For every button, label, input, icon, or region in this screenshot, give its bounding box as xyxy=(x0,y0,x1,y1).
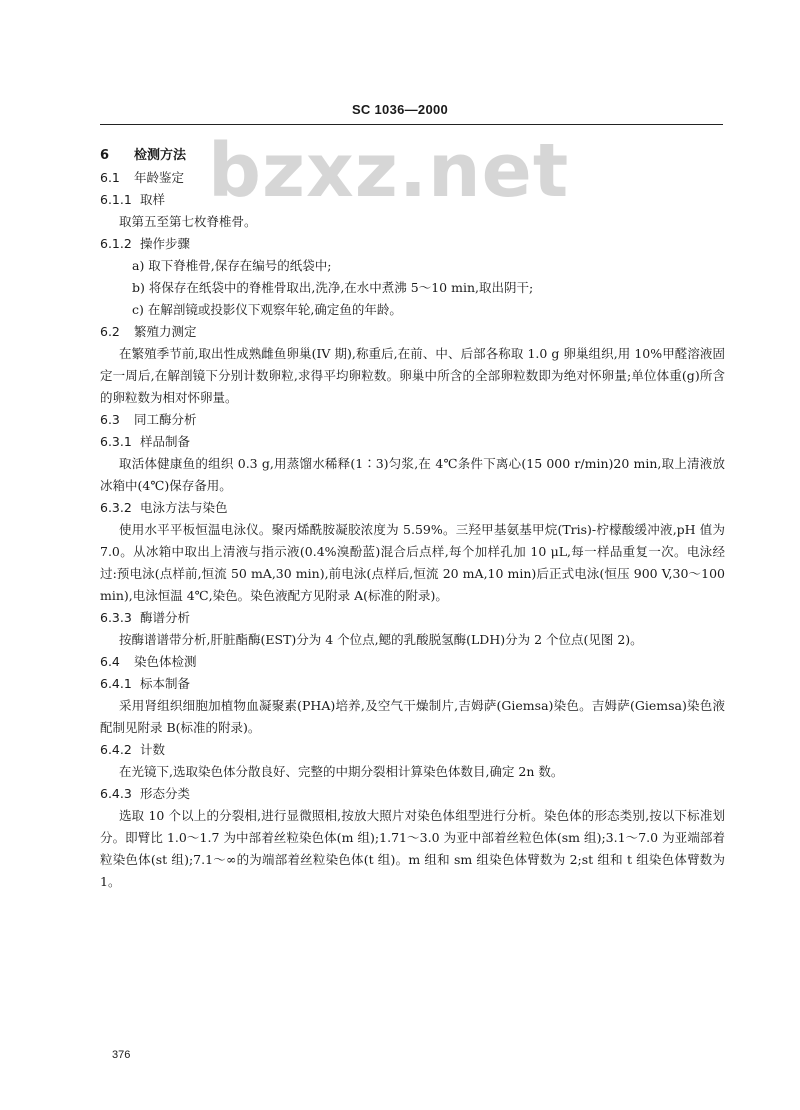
section-title: 繁殖力测定 xyxy=(134,324,197,339)
section-title: 计数 xyxy=(140,742,166,757)
section-number: 6.4.3 xyxy=(100,786,132,801)
section-heading xyxy=(100,651,725,673)
section-number: 6.1.1 xyxy=(100,192,132,207)
section-number: 6.2 xyxy=(100,324,120,339)
section-title: 年龄鉴定 xyxy=(134,170,185,185)
paragraph: 在繁殖季节前,取出性成熟雌鱼卵巢(IV 期),称重后,在前、中、后部各称取 1.0 g 卵巢组织,用 10%甲醛溶液固定一周后,在解剖镜下分别计数卵粒,求得平均卵粒数。卵巢中所含的全部卵粒数即为绝对怀卵量;单位体重(g)所含的卵粒数为相对怀卵量。 xyxy=(100,346,725,405)
section-title: 酶谱分析 xyxy=(140,610,191,625)
section-title: 标本制备 xyxy=(140,676,191,691)
paragraph: 使用水平平板恒温电泳仪。聚丙烯酰胺凝胶浓度为 5.59%。三羟甲基氨基甲烷(Tris)-柠檬酸缓冲液,pH 值为 7.0。从冰箱中取出上清液与指示液(0.4%溴酚蓝)混合后点样,每个加样孔加 10 μL,每一样品重复一次。电泳经过:预电泳(点样前,恒流 50 mA,30 min),前电泳(点样后,恒流 20 mA,10 min)后正式电泳(恒压 900 V,30～100 min),电泳恒温 4℃,染色。染色液配方见附录 A(标准的附录)。 xyxy=(100,522,725,603)
section-heading xyxy=(100,673,725,695)
standard-code-header: SC 1036—2000 xyxy=(351,102,449,117)
paragraph: 按酶谱谱带分析,肝脏酯酶(EST)分为 4 个位点,鳃的乳酸脱氢酶(LDH)分为 2 个位点(见图 2)。 xyxy=(119,632,643,647)
section-number: 6.1.2 xyxy=(100,236,132,251)
section-title: 染色体检测 xyxy=(134,654,197,669)
section-title: 检测方法 xyxy=(134,148,187,163)
section-number: 6 xyxy=(100,148,110,163)
section-heading xyxy=(100,431,725,453)
list-item: c) 在解剖镜或投影仪下观察年轮,确定鱼的年龄。 xyxy=(132,302,402,317)
list-item: a) 取下脊椎骨,保存在编号的纸袋中; xyxy=(132,258,332,273)
section-heading xyxy=(100,497,725,519)
section-number: 6.3.3 xyxy=(100,610,132,625)
paragraph: 取第五至第七枚脊椎骨。 xyxy=(119,214,257,229)
section-title: 电泳方法与染色 xyxy=(140,500,228,515)
paragraph: 在光镜下,选取染色体分散良好、完整的中期分裂相计算染色体数目,确定 2n 数。 xyxy=(119,764,564,779)
section-title: 形态分类 xyxy=(140,786,191,801)
section-title: 样品制备 xyxy=(140,434,191,449)
watermark: bzxz.net xyxy=(208,128,570,214)
section-heading xyxy=(100,321,725,343)
section-number: 6.4.2 xyxy=(100,742,132,757)
section-heading xyxy=(100,145,725,167)
header-rule xyxy=(100,124,723,125)
paragraph: 选取 10 个以上的分裂相,进行显微照相,按放大照片对染色体组型进行分析。染色体的形态类别,按以下标准划分。即臂比 1.0～1.7 为中部着丝粒染色体(m 组);1.71～3.0 为亚中部着丝粒色体(sm 组);3.1～7.0 为亚端部着粒染色体(st 组);7.1～∞的为端部着丝粒染色体(t 组)。m 组和 sm 组染色体臂数为 2;st 组和 t 组染色体臂数为 1。 xyxy=(100,808,725,889)
list-item: b) 将保存在纸袋中的脊椎骨取出,洗净,在水中煮沸 5～10 min,取出阴干; xyxy=(132,280,534,295)
section-number: 6.1 xyxy=(100,170,120,185)
section-number: 6.4 xyxy=(100,654,120,669)
section-number: 6.3.1 xyxy=(100,434,132,449)
section-title: 取样 xyxy=(140,192,166,207)
document-body xyxy=(100,140,725,893)
section-title: 同工酶分析 xyxy=(134,412,197,427)
section-number: 6.3.2 xyxy=(100,500,132,515)
section-heading xyxy=(100,409,725,431)
paragraph: 取活体健康鱼的组织 0.3 g,用蒸馏水稀释(1∶3)匀浆,在 4℃条件下离心(15 000 r/min)20 min,取上清液放冰箱中(4℃)保存备用。 xyxy=(100,456,725,493)
section-number: 6.4.1 xyxy=(100,676,132,691)
section-heading xyxy=(100,607,725,629)
section-heading xyxy=(100,167,725,189)
paragraph: 采用肾组织细胞加植物血凝聚素(PHA)培养,及空气干燥制片,吉姆萨(Giemsa)染色。吉姆萨(Giemsa)染色液配制见附录 B(标准的附录)。 xyxy=(100,698,725,735)
section-heading xyxy=(100,739,725,761)
section-heading xyxy=(100,189,725,211)
section-heading xyxy=(100,233,725,255)
section-heading xyxy=(100,783,725,805)
page-number: 376 xyxy=(112,1049,131,1061)
section-number: 6.3 xyxy=(100,412,120,427)
section-title: 操作步骤 xyxy=(140,236,191,251)
